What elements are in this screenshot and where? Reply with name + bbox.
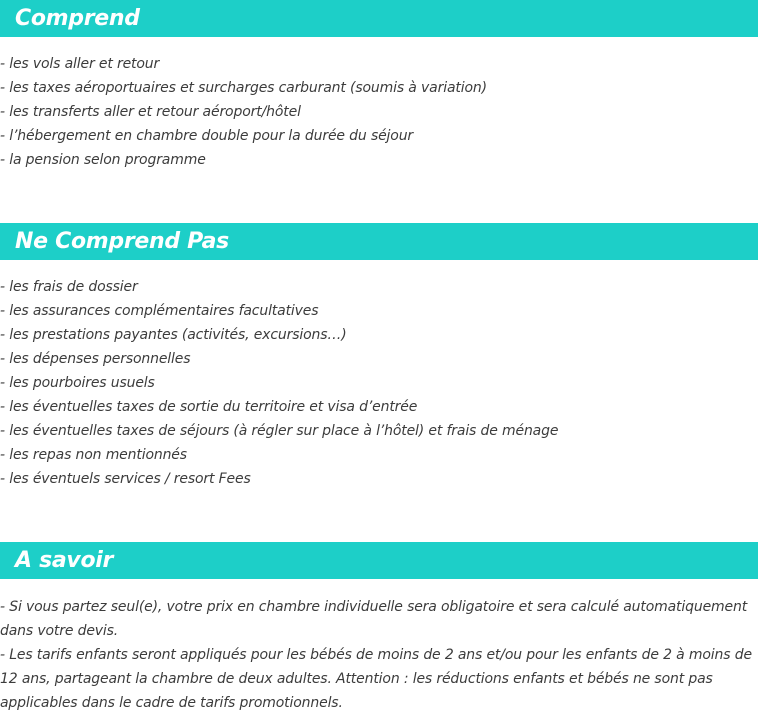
list-item: - les dépenses personnelles [0, 351, 191, 367]
list-item: - les éventuelles taxes de séjours (à régler sur place à l’hôtel) et frais de ménage [0, 423, 559, 439]
list-item: - les frais de dossier [0, 279, 138, 295]
info-paragraph-child-rates: - Les tarifs enfants seront appliqués pour les bébés de moins de 2 ans et/ou pour les enfants de 2 à moins de 12 ans, partageant la chambre de deux adultes. Attention : les réductions enfants et bébés ne sont pas applicables dans le cadre de tarifs promotionnels. [0, 647, 752, 711]
section-header-ne-comprend-pas: Ne Comprend Pas [0, 223, 758, 260]
section-header-comprend: Comprend [0, 0, 758, 37]
excluded-list [0, 275, 758, 491]
list-item: - les repas non mentionnés [0, 447, 187, 463]
list-item: - la pension selon programme [0, 152, 206, 168]
list-item: - les assurances complémentaires facultatives [0, 303, 319, 319]
list-item: - les éventuels services / resort Fees [0, 471, 251, 487]
list-item: - l’hébergement en chambre double pour la durée du séjour [0, 128, 414, 144]
included-list [0, 52, 758, 172]
list-item: - les transferts aller et retour aéroport/hôtel [0, 104, 301, 120]
section-header-a-savoir: A savoir [0, 542, 758, 579]
list-item: - les pourboires usuels [0, 375, 155, 391]
list-item: - les vols aller et retour [0, 56, 160, 72]
list-item: - les éventuelles taxes de sortie du territoire et visa d’entrée [0, 399, 418, 415]
info-paragraph-single-supplement: - Si vous partez seul(e), votre prix en chambre individuelle sera obligatoire et sera calculé automatiquement dans votre devis. [0, 599, 748, 639]
list-item: - les taxes aéroportuaires et surcharges carburant (soumis à variation) [0, 80, 487, 96]
list-item: - les prestations payantes (activités, excursions…) [0, 327, 347, 343]
